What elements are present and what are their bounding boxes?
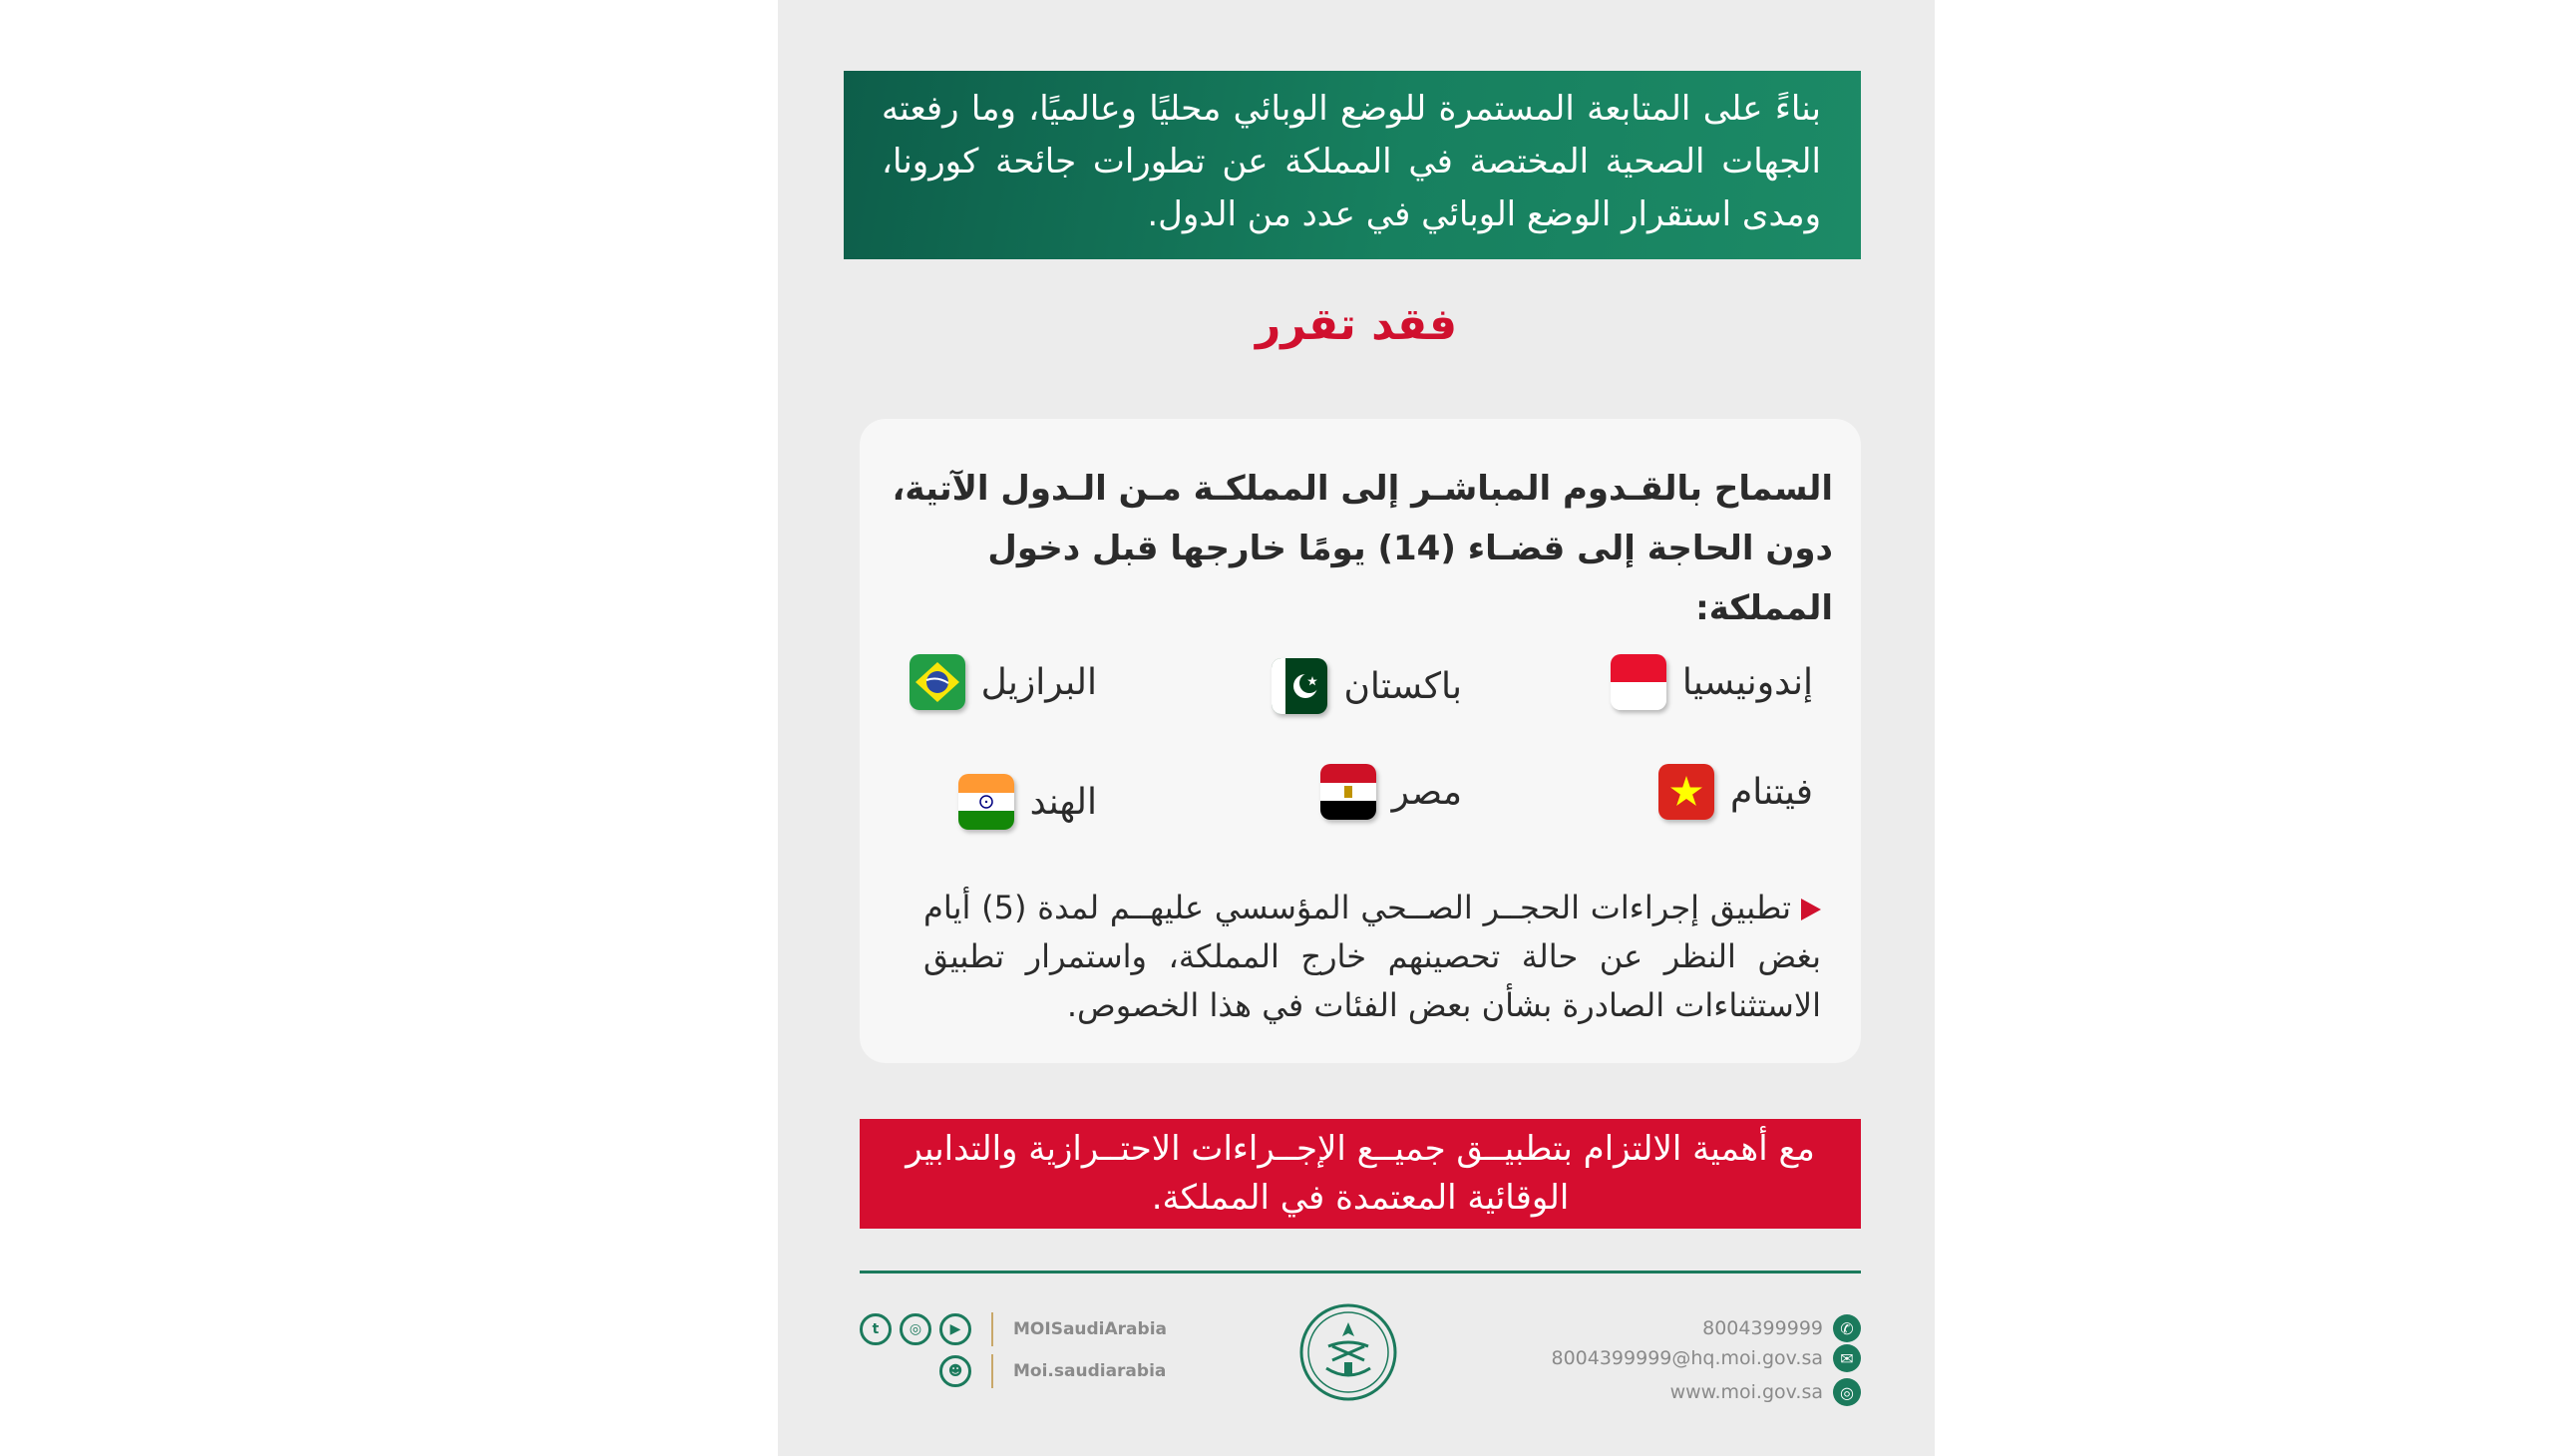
- brazil-flag-icon: [910, 654, 965, 710]
- instagram-icon[interactable]: ◎: [900, 1313, 931, 1345]
- snapchat-icon[interactable]: ☻: [939, 1355, 971, 1387]
- india-flag-icon: [958, 774, 1014, 830]
- country-india: [958, 774, 1097, 830]
- country-egypt: [1320, 764, 1462, 820]
- contact-email[interactable]: [1551, 1344, 1861, 1372]
- country-pakistan: [1272, 658, 1462, 714]
- egypt-flag-icon: [1320, 764, 1376, 820]
- bullet-triangle-icon: [1801, 899, 1821, 920]
- decision-title: فقد تقرر: [1255, 299, 1458, 350]
- country-brazil: [910, 654, 1097, 710]
- social-handle-moi-saudiarabia[interactable]: Moi.saudiarabia: [1013, 1361, 1167, 1381]
- vietnam-flag-icon: [1658, 764, 1714, 820]
- quarantine-rule-text: تطبيق إجراءات الحجــر الصــحي المؤسسي عليهــم لمدة (5) أيام بغض النظر عن حالة تحصينهم خارج المملكة، واستمرار تطبيق الاستثناءات الصادرة بشأن بعض الفئات في هذا الخصوص.: [923, 889, 1821, 1024]
- country-name: البرازيل: [980, 661, 1097, 703]
- moi-emblem-logo: [1298, 1302, 1398, 1402]
- warning-line-2: الوقائية المعتمدة في المملكة.: [1151, 1178, 1570, 1218]
- warning-banner: [860, 1119, 1861, 1229]
- decision-card: [860, 419, 1861, 1063]
- country-name: فيتنام: [1729, 771, 1813, 813]
- contact-phone[interactable]: [1702, 1314, 1861, 1342]
- country-vietnam: [1658, 764, 1813, 820]
- announcement-poster: [778, 0, 1935, 1456]
- website-url[interactable]: www.moi.gov.sa: [1669, 1381, 1823, 1403]
- footer-divider: [860, 1271, 1861, 1274]
- country-name: إندونيسيا: [1681, 661, 1813, 703]
- contact-website[interactable]: [1670, 1378, 1861, 1406]
- envelope-icon: ✉: [1833, 1344, 1861, 1372]
- email-address[interactable]: 8004399999@hq.moi.gov.sa: [1551, 1347, 1823, 1369]
- warning-line-1: مع أهمية الالتزام بتطبيــق جميــع الإجــراءات الاحتــرازية والتدابير: [906, 1129, 1815, 1169]
- pakistan-flag-icon: [1272, 658, 1327, 714]
- separator: [991, 1312, 993, 1346]
- country-indonesia: [1611, 654, 1813, 710]
- youtube-icon[interactable]: ▶: [939, 1313, 971, 1345]
- quarantine-rule: [923, 884, 1821, 1030]
- social-row-2: [939, 1354, 1166, 1388]
- phone-number[interactable]: 8004399999: [1702, 1317, 1823, 1339]
- intro-banner: [844, 71, 1861, 259]
- social-handle-moisaudiarabia[interactable]: MOISaudiArabia: [1013, 1319, 1167, 1339]
- card-heading: [876, 459, 1833, 638]
- country-name: الهند: [1029, 781, 1097, 823]
- country-name: مصر: [1391, 771, 1462, 813]
- card-heading-line-1: السماح بالقـدوم المباشـر إلى المملكـة مـن الـدول الآتية،: [892, 469, 1833, 509]
- globe-icon: ◎: [1833, 1378, 1861, 1406]
- phone-icon: ✆: [1833, 1314, 1861, 1342]
- indonesia-flag-icon: [1611, 654, 1666, 710]
- card-heading-line-2: دون الحاجة إلى قضـاء (14) يومًا خارجها قبل دخول المملكة:: [987, 529, 1833, 628]
- social-row-1: [860, 1312, 1167, 1346]
- twitter-icon[interactable]: t: [860, 1313, 892, 1345]
- separator: [991, 1354, 993, 1388]
- intro-text: بناءً على المتابعة المستمرة للوضع الوبائي محليًا وعالميًا، وما رفعته الجهات الصحية المختصة في المملكة عن تطورات جائحة كورونا، ومدى استقرار الوضع الوبائي في عدد من الدول.: [882, 89, 1821, 234]
- country-name: باكستان: [1343, 665, 1462, 707]
